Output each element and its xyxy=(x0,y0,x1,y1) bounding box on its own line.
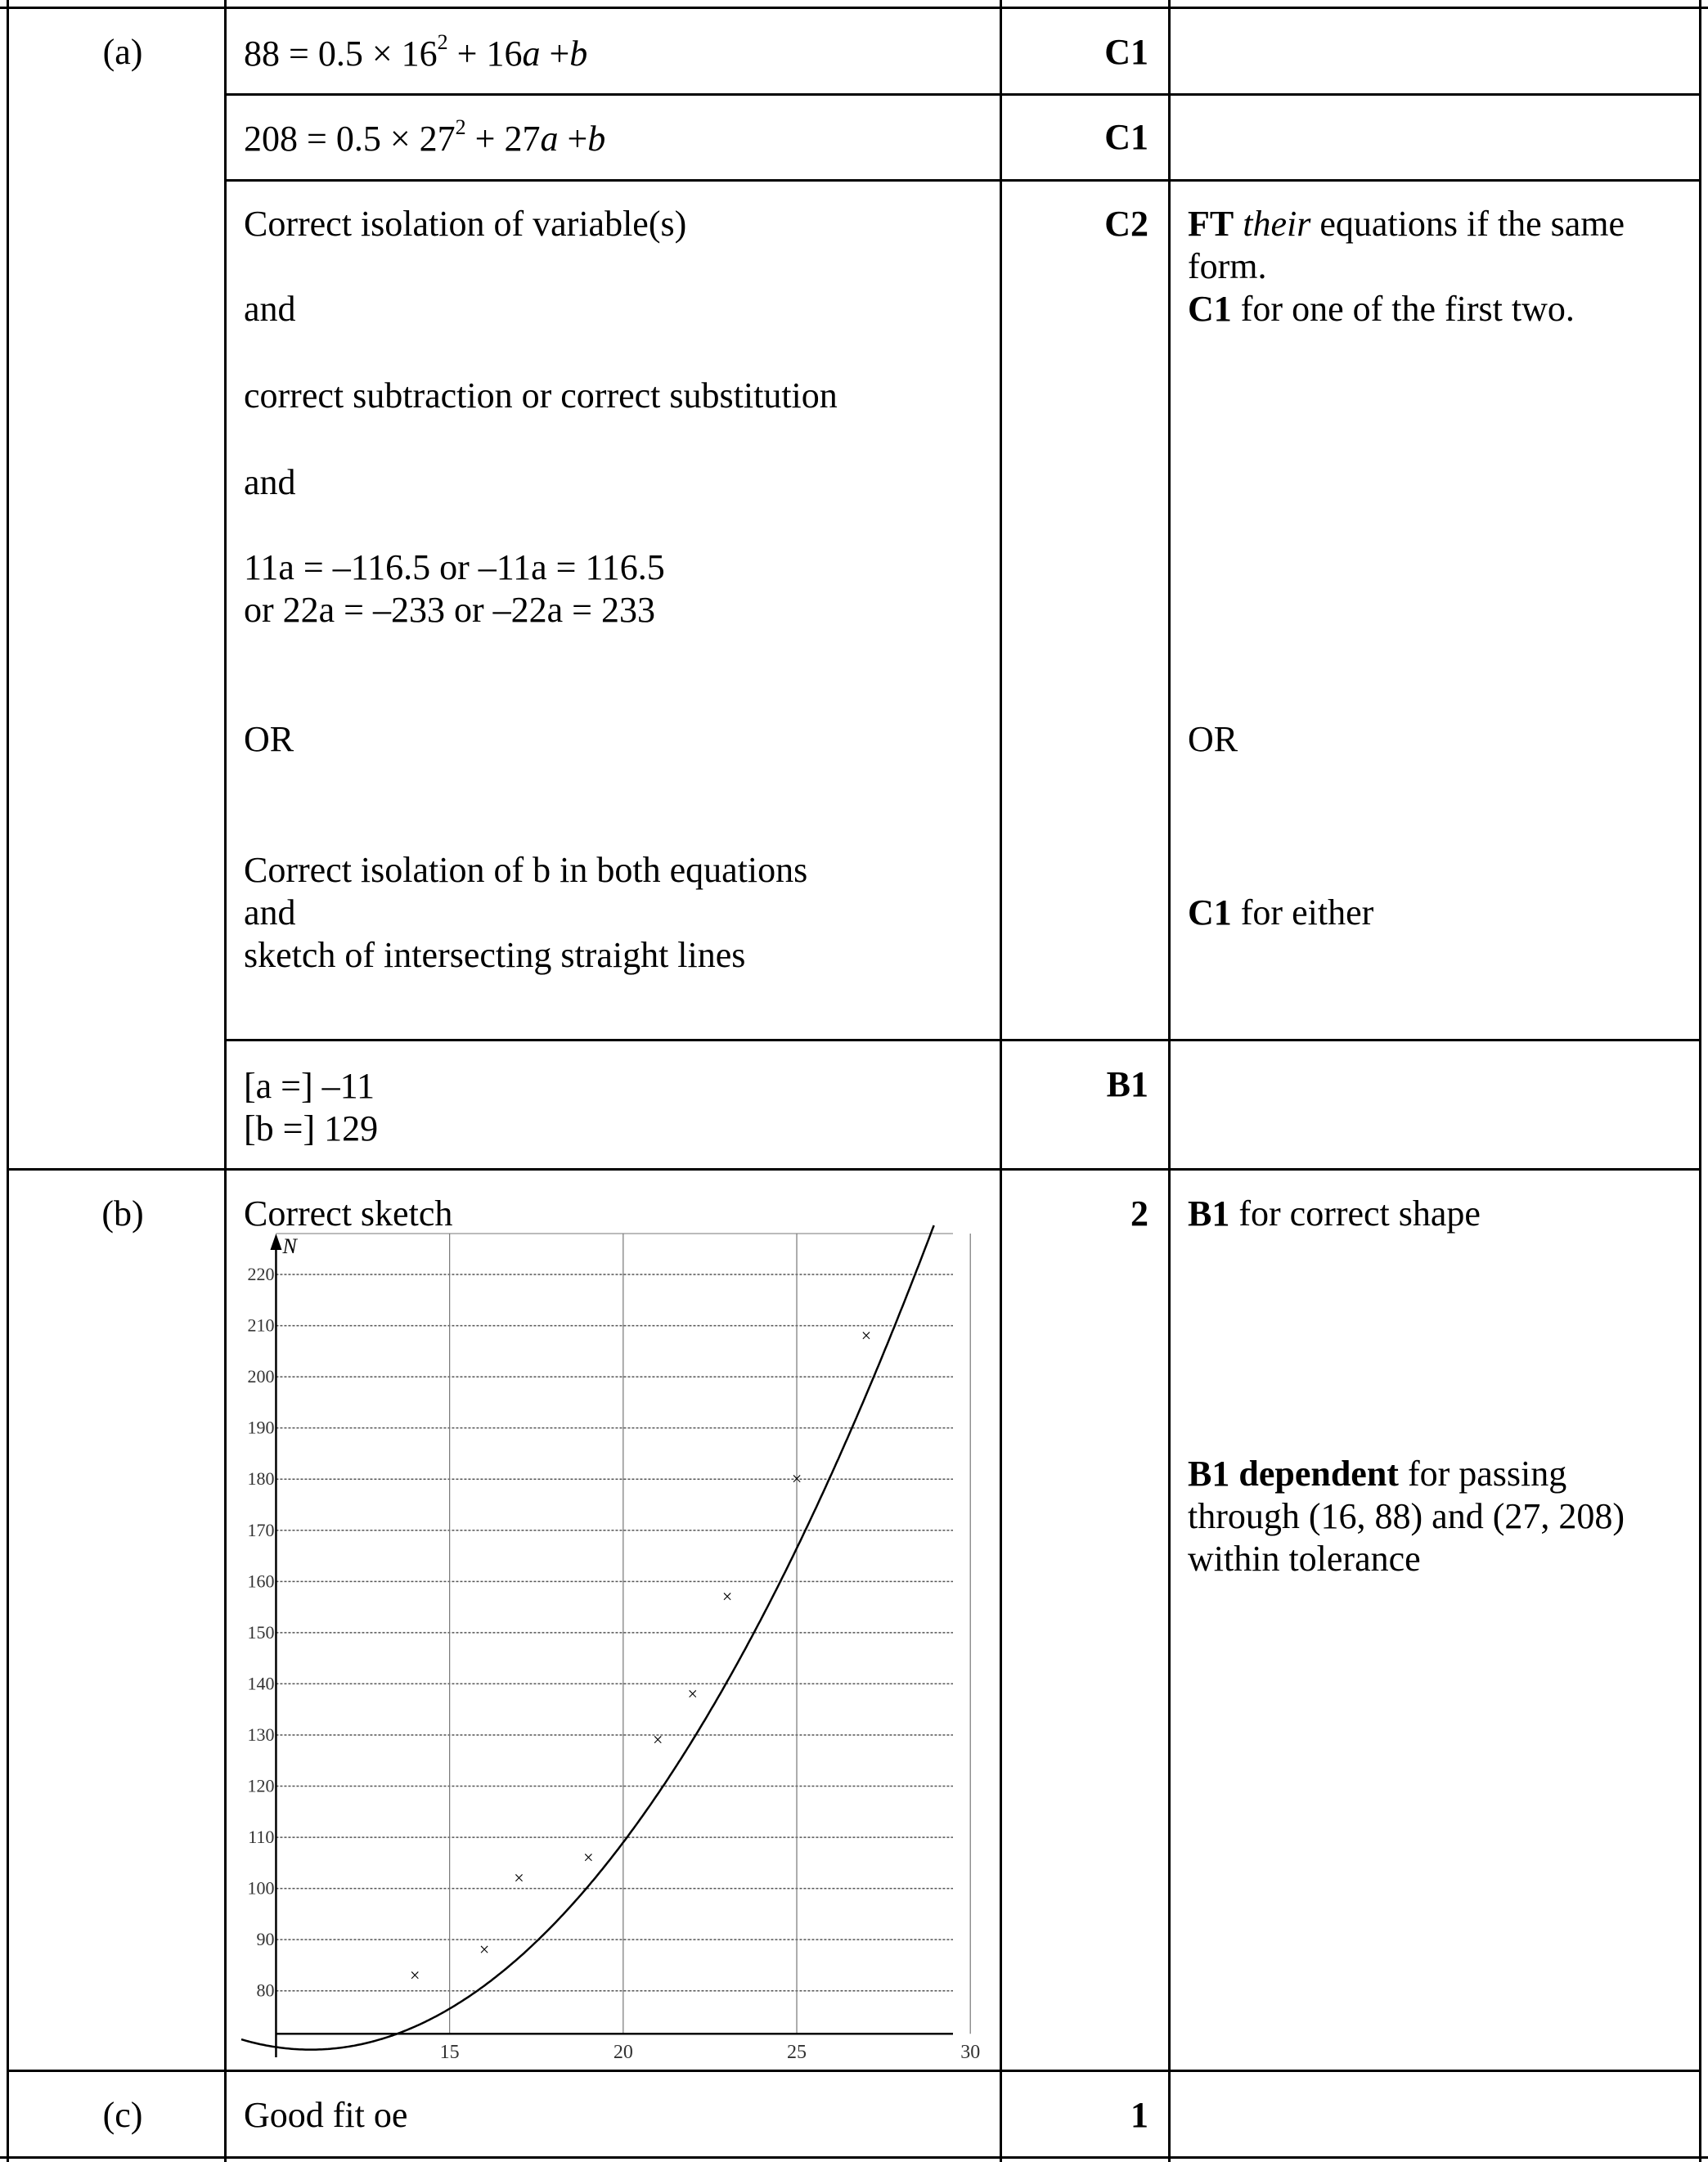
data-point-cross: × xyxy=(583,1847,594,1868)
y-tick-label: 200 xyxy=(247,1366,275,1387)
part-label-a: (a) xyxy=(102,32,143,72)
part-label-c: (c) xyxy=(102,2095,143,2135)
guidance-or: OR xyxy=(1188,719,1238,759)
answer-good-fit: Good fit oe xyxy=(244,2095,408,2135)
part-separator xyxy=(7,1168,1701,1171)
row-separator xyxy=(224,179,1701,182)
data-point-cross: × xyxy=(409,1964,420,1985)
guidance-b1-dependent: B1 dependent for passing xyxy=(1188,1454,1567,1494)
data-point-cross: × xyxy=(479,1939,490,1960)
guidance-b1-dependent-line3: within tolerance xyxy=(1188,1539,1421,1579)
data-point-cross: × xyxy=(791,1468,802,1490)
y-tick-label: 210 xyxy=(247,1315,275,1336)
guidance-b1-shape: B1 for correct shape xyxy=(1188,1193,1481,1234)
mark-c2-method: C2 xyxy=(1104,204,1148,244)
method-line-5: 11a = –116.5 or –11a = 116.5 xyxy=(244,547,665,587)
table-right-border xyxy=(1699,0,1701,2162)
answer-correct-sketch: Correct sketch xyxy=(244,1193,453,1234)
y-tick-label: 220 xyxy=(247,1264,275,1285)
table-left-border xyxy=(7,0,9,2162)
answer-b-value: [b =] 129 xyxy=(244,1108,379,1148)
y-tick-label: 140 xyxy=(247,1673,275,1694)
x-tick-label: 15 xyxy=(439,2042,460,2064)
x-tick-label: 25 xyxy=(787,2042,807,2064)
y-tick-label: 130 xyxy=(247,1724,275,1745)
row-separator xyxy=(224,93,1701,96)
part-label-b: (b) xyxy=(101,1193,144,1234)
guidance-ft-cont: form. xyxy=(1188,246,1267,286)
data-point-cross: × xyxy=(514,1868,524,1889)
method-line-1: Correct isolation of variable(s) xyxy=(244,204,687,244)
y-tick-label: 90 xyxy=(256,1929,275,1950)
y-tick-label: 170 xyxy=(247,1519,275,1540)
data-point-cross: × xyxy=(687,1683,698,1704)
sketch-chart xyxy=(233,1227,981,2064)
table-col-divider-1 xyxy=(224,0,227,2162)
method-line-4: and xyxy=(244,462,296,502)
x-tick-label: 20 xyxy=(613,2042,633,2064)
table-top-border xyxy=(0,7,1708,9)
y-tick-label: 190 xyxy=(247,1417,275,1438)
part-separator xyxy=(7,2070,1701,2072)
guidance-ft: FT their equations if the same xyxy=(1188,204,1625,244)
method-line-2: and xyxy=(244,289,296,329)
data-point-cross: × xyxy=(653,1729,663,1751)
guidance-either: C1 for either xyxy=(1188,892,1374,933)
method-alt-3: sketch of intersecting straight lines xyxy=(244,935,746,975)
answer-a-value: [a =] –11 xyxy=(244,1066,375,1106)
guidance-b1-dependent-line2: through (16, 88) and (27, 208) xyxy=(1188,1496,1625,1536)
y-tick-label: 120 xyxy=(247,1775,275,1796)
y-tick-label: 150 xyxy=(247,1621,275,1643)
mark-c1-equation-1: C1 xyxy=(1104,32,1148,72)
y-tick-label: 80 xyxy=(256,1980,275,2001)
guidance-c1: C1 for one of the first two. xyxy=(1188,289,1575,329)
fitted-curve xyxy=(241,1225,934,2050)
data-point-cross: × xyxy=(861,1325,872,1346)
y-tick-label: 110 xyxy=(248,1827,275,1848)
y-tick-label: 180 xyxy=(247,1468,275,1490)
y-tick-label: 100 xyxy=(247,1877,275,1899)
equation-1: $88 = 0.5 \times 16^2 + 16a +b$ xyxy=(244,30,588,74)
row-separator xyxy=(224,1039,1701,1041)
mark-c-total: 1 xyxy=(1130,2095,1148,2135)
mark-b1-final: B1 xyxy=(1106,1064,1148,1104)
method-alt-2: and xyxy=(244,892,296,933)
method-line-6: or 22a = –233 or –22a = 233 xyxy=(244,590,655,630)
mark-c1-equation-2: C1 xyxy=(1104,117,1148,157)
method-line-3: correct subtraction or correct substitution xyxy=(244,375,838,416)
table-bottom-border xyxy=(0,2156,1708,2159)
mark-b-total: 2 xyxy=(1130,1193,1148,1234)
equation-2: $208 = 0.5 \times 27^2 + 27a +b$ xyxy=(244,115,606,159)
method-alt-1: Correct isolation of b in both equations xyxy=(244,850,808,890)
x-tick-label: 30 xyxy=(960,2042,981,2064)
y-axis-arrow-icon xyxy=(270,1234,281,1250)
data-point-cross: × xyxy=(721,1586,733,1607)
table-col-divider-3 xyxy=(1168,0,1171,2162)
y-tick-label: 160 xyxy=(247,1571,275,1592)
method-or: OR xyxy=(244,719,294,759)
y-axis-label: N xyxy=(282,1234,297,1258)
